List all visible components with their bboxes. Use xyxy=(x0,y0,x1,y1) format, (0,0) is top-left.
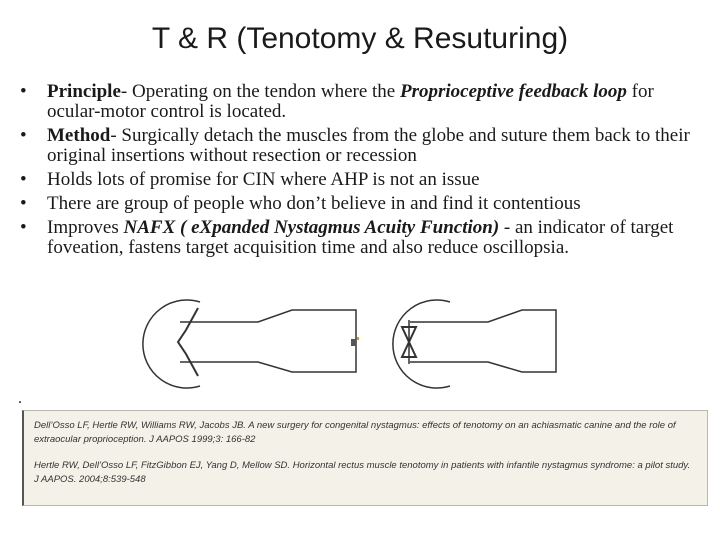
bullet-method: • Method- Surgically detach the muscles from the globe and suture them back to their original insertions without resection or recession xyxy=(20,125,690,166)
tendon-cut-left xyxy=(178,308,198,376)
reference-1: Dell’Osso LF, Hertle RW, Williams RW, Jacobs JB. A new surgery for congenital nystagmus: effects of tenotomy on an achiasmatic canine and the role of extraocular proprioception. J AAPOS 1999;3: 166-82 xyxy=(34,420,676,445)
bullet-list xyxy=(18,82,708,262)
bullet-emphasis: Proprioceptive feedback loop xyxy=(400,81,627,102)
bullet-text: - an indicator of target foveation, fastens target acquisition time and also reduce oscillopsia. xyxy=(47,217,674,258)
bullet-principle: • Principle- Operating on the tendon where the Proprioceptive feedback loop for ocular-motor control is located. xyxy=(20,81,654,122)
bullet-lead: Method xyxy=(47,125,111,146)
bullet-nafx: • Improves NAFX ( eXpanded Nystagmus Acuity Function) - an indicator of target foveation, fastens target acquisition time and also reduce oscillopsia. xyxy=(20,217,674,258)
slide-title: T & R (Tenotomy & Resuturing) xyxy=(151,22,569,55)
muscle-left xyxy=(180,310,356,372)
small-mark-icon xyxy=(351,337,359,346)
bullet-text: for ocular-motor control is located. xyxy=(47,81,654,122)
reference-2: Hertle RW, Dell’Osso LF, FitzGibbon EJ, Yang D, Mellow SD. Horizontal rectus muscle tenotomy in patients with infantile nystagmus syndrome: a pilot study. J AAPOS. 2004;8:539-548 xyxy=(34,460,691,485)
bullet-text: - Operating on the tendon where the xyxy=(120,81,400,102)
stray-dot: . xyxy=(18,390,22,407)
bullet-contentious: • There are group of people who don’t believe in and find it contentious xyxy=(20,193,581,214)
bullet-cin: • Holds lots of promise for CIN where AHP is not an issue xyxy=(20,169,480,190)
bullet-emphasis: NAFX ( eXpanded Nystagmus Acuity Function) xyxy=(123,217,500,238)
bullet-text: Improves xyxy=(47,217,124,238)
references-box xyxy=(22,410,708,506)
bullet-text: There are group of people who don’t believe in and find it contentious xyxy=(47,193,581,214)
eye-globe-right xyxy=(393,300,450,388)
bullet-lead: Principle xyxy=(47,81,121,102)
tenotomy-diagram xyxy=(140,292,560,392)
bullet-text: Holds lots of promise for CIN where AHP is not an issue xyxy=(47,169,480,190)
muscle-right xyxy=(410,310,556,372)
eye-globe-left xyxy=(143,300,200,388)
bullet-text: - Surgically detach the muscles from the globe and suture them back to their original insertions without resection or recession xyxy=(47,125,690,166)
